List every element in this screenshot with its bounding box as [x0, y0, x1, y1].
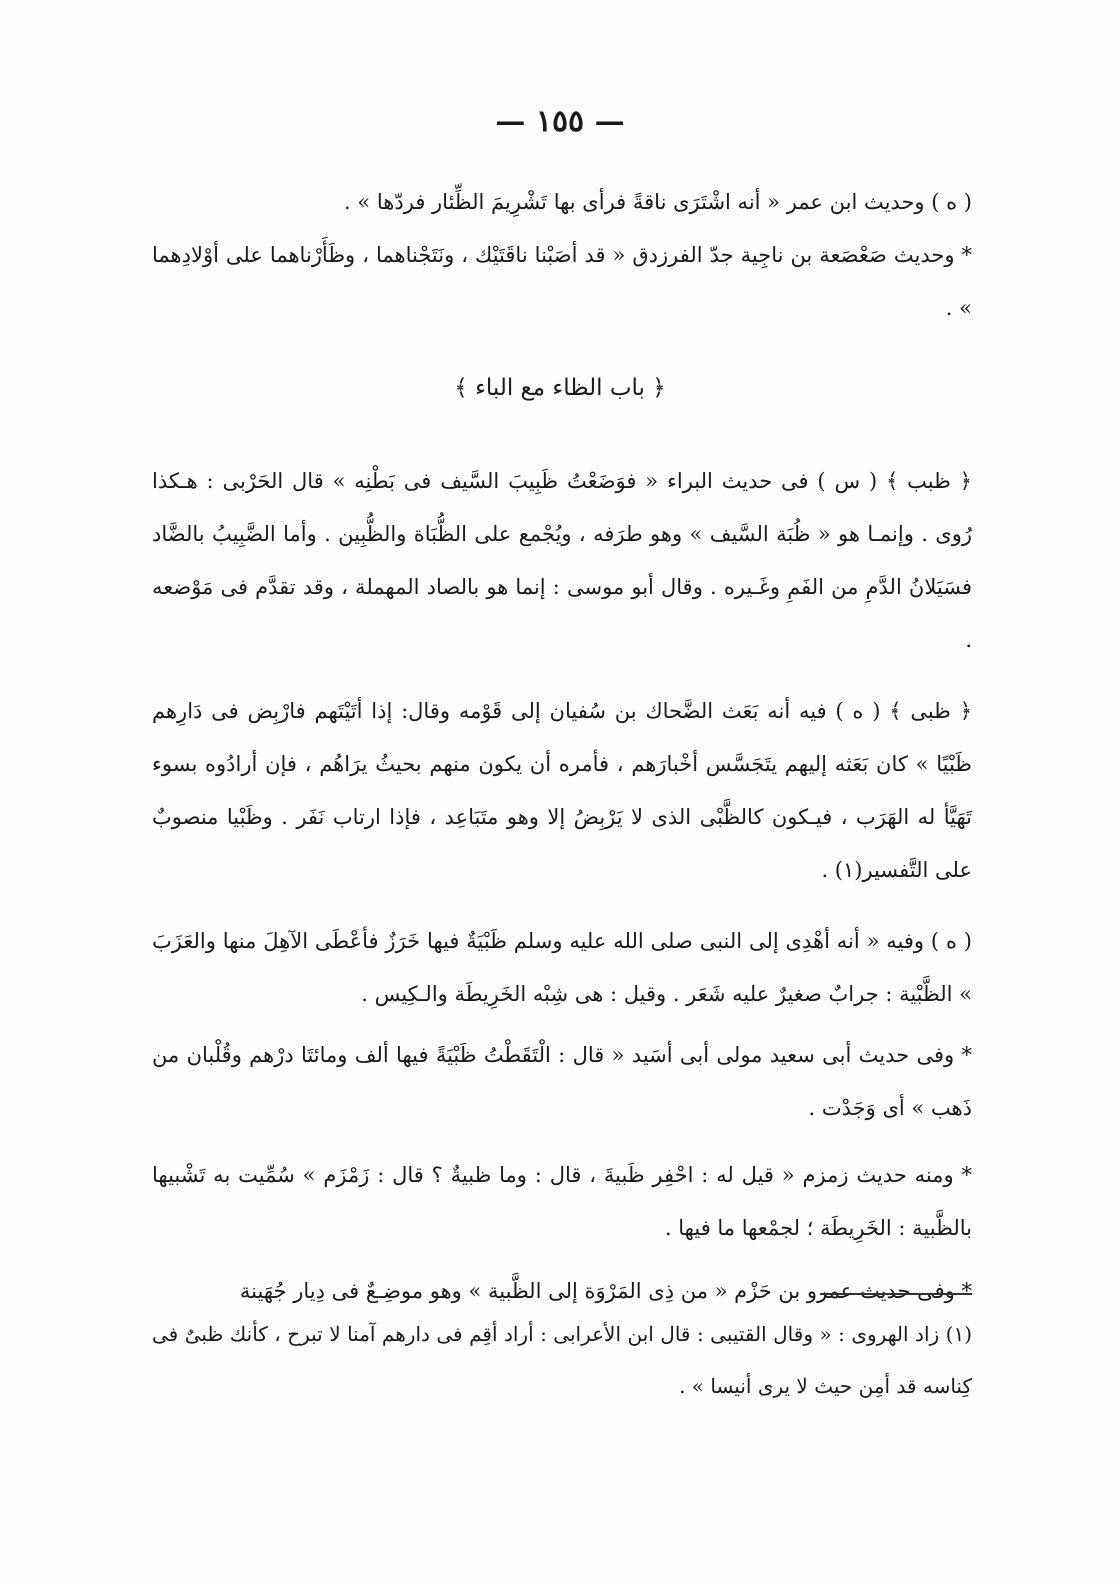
dictionary-entry-zby: ﴿ ظبى ﴾ ( ه ) فيه أنه بَعَث الضَّحاك بن سُفيان إلى قَوْمه وقال: إذا أتَيْتَهم فارْبِض فى دَارِهم ظَبْيًا » كان بَعَثه إليهم يتَجَسَّس أخْبارَهم ، فأمره أن يكون منهم بحيثُ يرَاهُم ، فإن أرادُوه بسوء تَهَيَّأ له الهَرَب ، فيـكون كالظَّبْى الذى لا يَرْبِضُ إلا وهو متَبَاعِد ، فإذا ارتاب نَفَر . وظَبْيا منصوبٌ على التَّفسير(١) . — [152, 699, 972, 882]
top-text-block — [152, 176, 972, 335]
hadith-entry: ( ه ) وحديث ابن عمر « أنه اشْتَرَى ناقةً فرأى بها تَشْرِيمَ الظِّئار فردّها » . — [344, 190, 972, 214]
main-text-block — [152, 455, 972, 1318]
footnote-divider — [820, 1293, 972, 1295]
hadith-entry: * وفى حديث عمرو بن حَزْم « من ذِى المَرْوَة إلى الظَّبية » وهو موضِـعٌ فى دِيار جُهَينة — [239, 1279, 972, 1303]
dictionary-entry-zbb: ﴿ ظبب ﴾ ( س ) فى حديث البراء « فوَضَعْتُ ظَبِيبَ السَّيف فى بَطْنِه » قال الحَرْبى : هـكذا رُوى . وإنمـا هو « ظُبَة السَّيف » وهو طرَفه ، ويُجْمع على الظُّبَاة والظُّبِين . وأما الضَّبِيبُ بالضَّاد فسَيَلانُ الدَّمِ من الفَمِ وغَـيره . وقال أبو موسى : إنما هو بالصاد المهملة ، وقد تقدَّم فى مَوْضعه . — [152, 469, 972, 652]
footnote: (١) زاد الهروى : « وقال القتيبى : قال ابن الأعرابى : أراد أقِم فى دارهم آمنا لا تبرح ، كأنك ظبىٌ فى كِناسه قد أمِن حيث لا يرى أنيسا » . — [152, 1322, 972, 1398]
page-number: — ١٥٥ — — [495, 104, 625, 139]
hadith-entry: ( ه ) وفيه « أنه أهْدِى إلى النبى صلى الله عليه وسلم ظَبْيَةٌ فيها خَرَزٌ فأعْطَى الآهِلَ منها والعَزَبَ » الظَّبْية : جرابٌ صغيرٌ عليه شَعَر . وقيل : هى شِبْه الخَرِيطَة والـكِيس . — [152, 929, 972, 1006]
hadith-entry: * وحديث صَعْصَعة بن ناجِية جدّ الفرزدق « قد أصَبْنا ناقَتَيْك ، ونَتَجْناهما ، وظَأَرْناهما على أوْلادِهما » . — [152, 243, 972, 320]
hadith-entry: * وفى حديث أبى سعيد مولى أبى أسَيد « قال : الْتَقَطْتُ ظَبْيَةً فيها ألف ومائتَا درْهم وقُلْبان من ذَهب » أى وَجَدْت . — [152, 1043, 972, 1120]
hadith-entry: * ومنه حديث زمزم « قيل له : احْفِر ظَبيةَ ، قال : وما ظبيةٌ ؟ قال : زَمْزَم » سُمِّيت به تَشْبيها بالظَّبية : الخَرِيطَة ؛ لجمْعها ما فيها . — [152, 1163, 972, 1240]
section-heading: ﴿ باب الظاء مع الباء ﴾ — [454, 375, 666, 401]
